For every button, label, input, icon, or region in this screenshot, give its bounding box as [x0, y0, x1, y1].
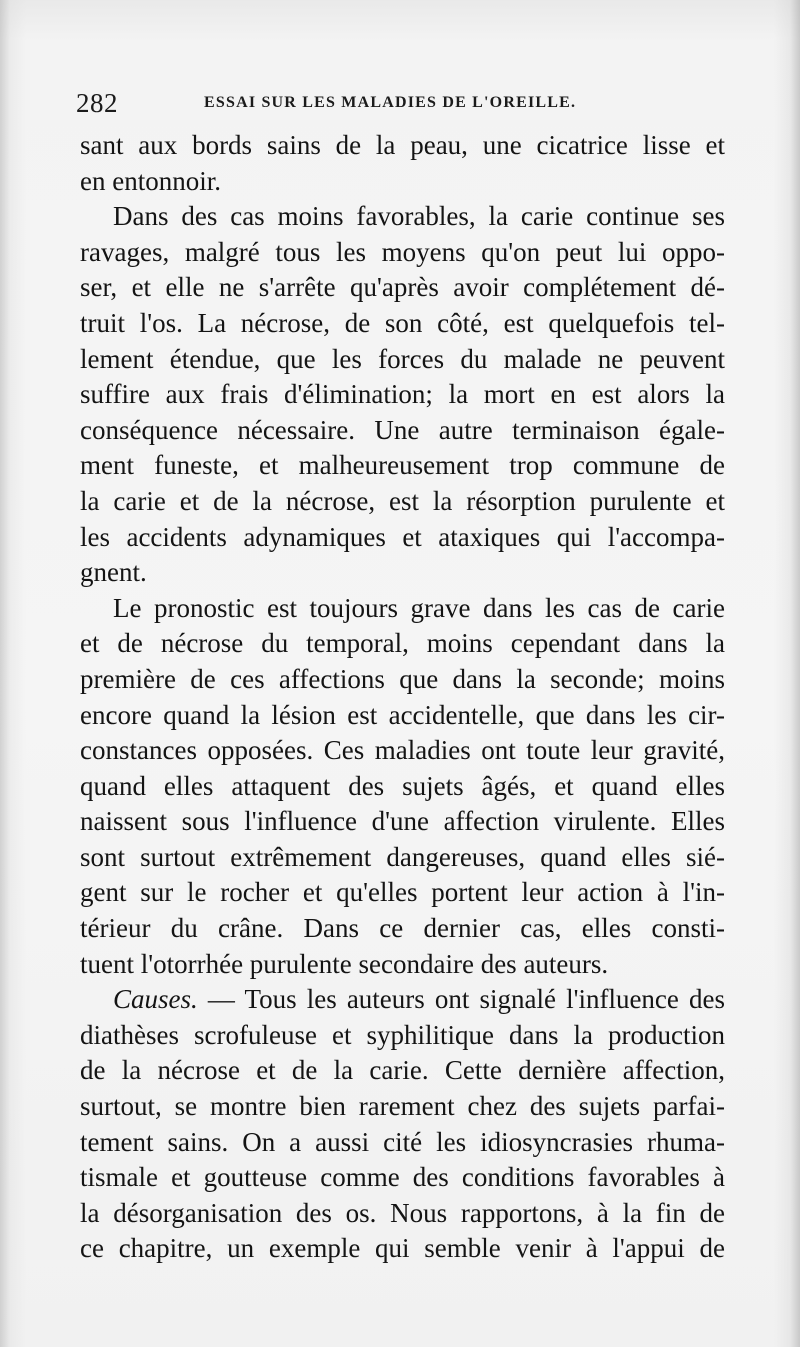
text-line: tement sains. On a aussi cité les idiosyncrasies rhuma-	[80, 1126, 725, 1157]
text-line: naissent sous l'influence d'une affection virulente. Elles	[80, 806, 725, 837]
text-line: ment funeste, et malheureusement trop commune de	[80, 450, 725, 481]
text-line: la carie et de la nécrose, est la résorption purulente et	[80, 485, 725, 516]
text-line: gent sur le rocher et qu'elles portent leur action à l'in-	[80, 877, 725, 908]
text-line: les accidents adynamiques et ataxiques qui l'accompa-	[80, 521, 725, 552]
running-head: ESSAI SUR LES MALADIES DE L'OREILLE.	[204, 94, 577, 111]
paragraph-start-line	[80, 982, 725, 1018]
text-line: la désorganisation des os. Nous rapportons, à la fin de	[80, 1197, 725, 1228]
text-segment: — Tous les auteurs ont signalé l'influence des	[207, 984, 725, 1015]
text-line: suffire aux frais d'élimination; la mort en est alors la	[80, 379, 725, 410]
causes-heading: Causes.	[113, 984, 198, 1015]
text-line: conséquence nécessaire. Une autre terminaison égale-	[80, 414, 725, 445]
text-line: tismale et goutteuse comme des conditions favorables à	[80, 1162, 725, 1193]
text-line: sant aux bords sains de la peau, une cicatrice lisse et	[80, 130, 725, 160]
text-line: térieur du crâne. Dans ce dernier cas, elles consti-	[80, 913, 725, 944]
paragraph-start-line: Le pronostic est toujours grave dans les cas de carie	[113, 592, 725, 623]
text-line: première de ces affections que dans la seconde; moins	[80, 663, 725, 694]
text-line: truit l'os. La nécrose, de son côté, est quelquefois tel-	[80, 307, 725, 338]
text-line: encore quand la lésion est accidentelle, que dans les cir-	[80, 699, 725, 730]
text-line: constances opposées. Ces maladies ont toute leur gravité,	[80, 735, 725, 766]
text-line: quand elles attaquent des sujets âgés, et quand elles	[80, 770, 725, 801]
text-line: ce chapitre, un exemple qui semble venir à l'appui de	[80, 1233, 725, 1264]
text-line: gnent.	[80, 557, 147, 588]
text-line: ravages, malgré tous les moyens qu'on peut lui oppo-	[80, 236, 725, 267]
text-line: sont surtout extrêmement dangereuses, quand elles sié-	[80, 841, 725, 872]
page-header	[76, 88, 726, 118]
body-text	[80, 128, 725, 1267]
paragraph-start-line: Dans des cas moins favorables, la carie continue ses	[113, 201, 725, 232]
text-line: ser, et elle ne s'arrête qu'après avoir complétement dé-	[80, 272, 725, 303]
text-line: lement étendue, que les forces du malade ne peuvent	[80, 343, 725, 374]
page-number: 282	[76, 88, 118, 118]
text-line: et de nécrose du temporal, moins cependant dans la	[80, 628, 725, 659]
text-line: de la nécrose et de la carie. Cette dernière affection,	[80, 1055, 725, 1086]
text-line: en entonnoir.	[80, 165, 221, 196]
text-line: tuent l'otorrhée purulente secondaire des auteurs.	[80, 948, 609, 979]
text-line: surtout, se montre bien rarement chez des sujets parfai-	[80, 1091, 725, 1122]
text-line: diathèses scrofuleuse et syphilitique dans la production	[80, 1019, 725, 1050]
